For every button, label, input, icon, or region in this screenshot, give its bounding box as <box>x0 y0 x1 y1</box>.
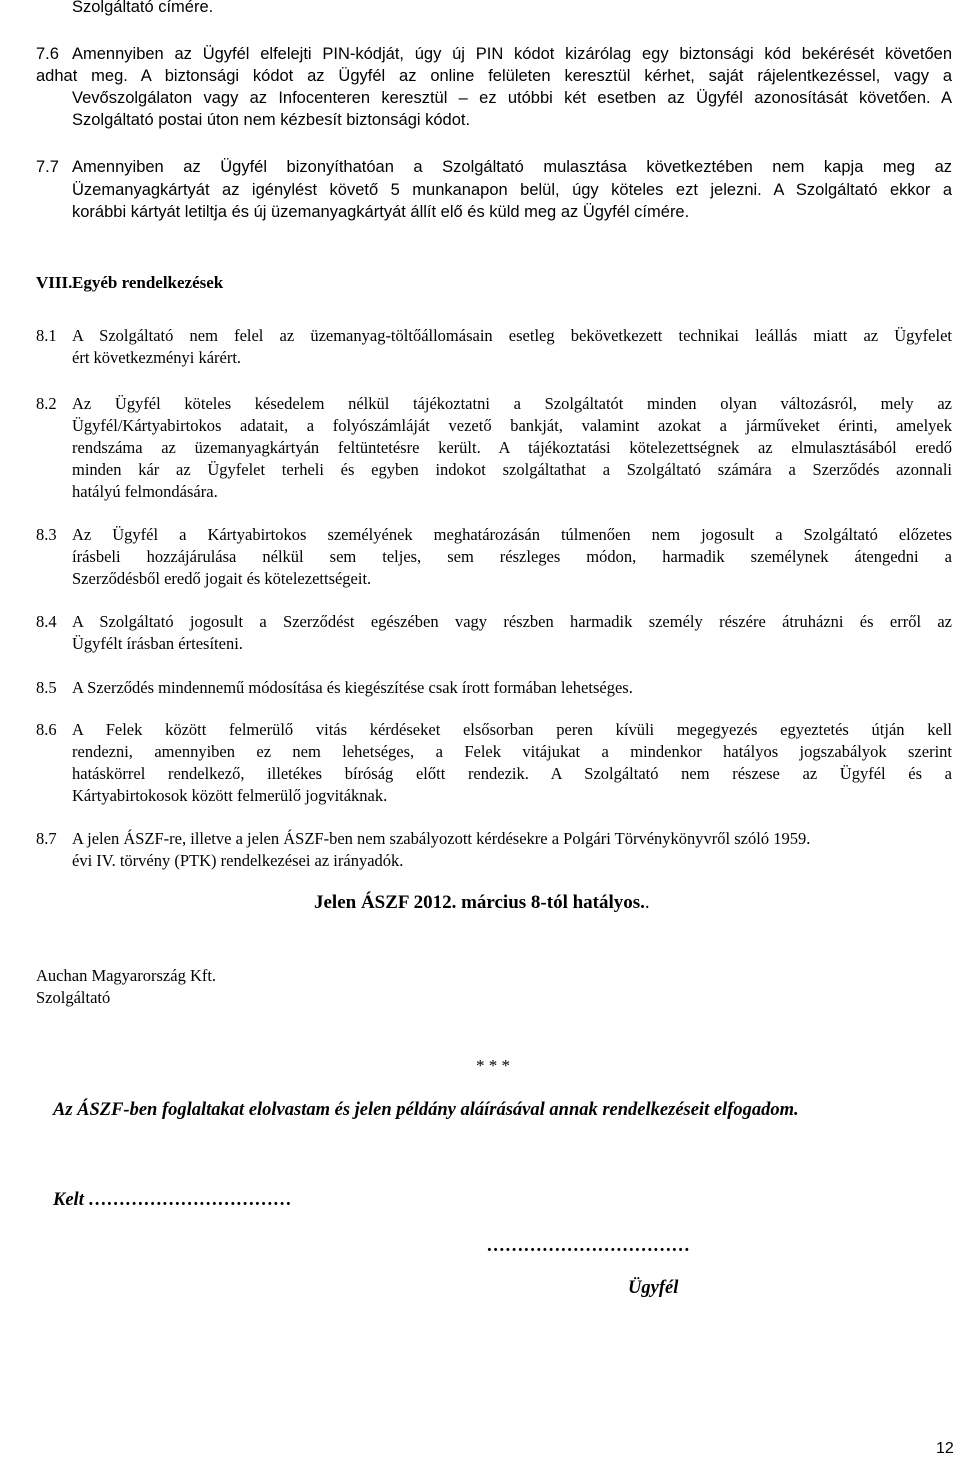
page-number: 12 <box>936 1440 954 1457</box>
clause-8-2-line-1: Az Ügyfél köteles késedelem nélkül tájékoztatni a Szolgáltatót minden olyan változásról, mely az <box>72 394 952 413</box>
date-place-label: Kelt <box>53 1190 84 1210</box>
provider-name: Auchan Magyarország Kft. <box>36 966 217 985</box>
clause-number-8-3: 8.3 <box>36 525 57 544</box>
clause-8-1-line-2: ért következményi kárért. <box>72 348 242 367</box>
clause-number-7-7: 7.7 <box>36 158 59 176</box>
effective-date-period: . <box>644 892 650 913</box>
acceptance-statement: Az ÁSZF-ben foglaltakat elolvastam és jelen példány aláírásával annak rendelkezéseit elfogadom. <box>53 1100 799 1120</box>
continuation-text: Szolgáltató címére. <box>72 0 214 16</box>
clause-8-1-line-1: A Szolgáltató nem felel az üzemanyag-töltőállomásain esetleg bekövetkezett technikai leállás miatt az Ügyfelet <box>72 326 952 345</box>
clause-8-6-line-2: rendezni, amennyiben ez nem lehetséges, a Felek vitájukat a mindenkor hatályos jogszabályok szerint <box>72 742 952 761</box>
customer-label: Ügyfél <box>628 1278 679 1298</box>
clause-number-8-7: 8.7 <box>36 829 57 848</box>
clause-8-2-line-3: rendszáma az üzemanyagkártyán feltüntetésre került. A tájékoztatási kötelezettségnek az elmulasztásából eredő <box>72 438 952 457</box>
clause-number-8-4: 8.4 <box>36 612 57 631</box>
clause-8-6-line-1: A Felek között felmerülő vitás kérdéseket elsősorban peren kívüli megegyezés egyeztetés útján kell <box>72 720 952 739</box>
clause-8-3-line-3: Szerződésből eredő jogait és kötelezettségeit. <box>72 569 372 588</box>
clause-8-4-line-1: A Szolgáltató jogosult a Szerződést egészében vagy részben harmadik személy részére átruházni és erről az <box>72 612 952 631</box>
date-place-dots: …………………………… <box>88 1190 292 1210</box>
clause-8-7-line-2: évi IV. törvény (PTK) rendelkezései az irányadók. <box>72 851 404 870</box>
clause-8-5-line-1: A Szerződés mindennemű módosítása és kiegészítése csak írott formában lehetséges. <box>72 678 633 697</box>
clause-7-6-line-2: adhat meg. A biztonsági kódot az Ügyfél az online felületen keresztül kérhet, saját rájelentkezéssel, vagy a <box>36 67 952 85</box>
date-place-field <box>53 1188 292 1212</box>
separator-stars: * * * <box>476 1056 510 1075</box>
provider-role: Szolgáltató <box>36 988 111 1007</box>
clause-7-6-line-1: Amennyiben az Ügyfél elfelejti PIN-kódját, úgy új PIN kódot kizárólag egy biztonsági kód bekérését követően <box>72 45 952 63</box>
clause-number-7-6: 7.6 <box>36 45 59 63</box>
clause-8-3-line-1: Az Ügyfél a Kártyabirtokos személyének meghatározásán túlmenően nem jogosult a Szolgáltató előzetes <box>72 525 952 544</box>
clause-8-2-line-5: hatályú felmondására. <box>72 482 218 501</box>
clause-7-6-line-4: Szolgáltató postai úton nem kézbesít biztonsági kódot. <box>72 111 471 129</box>
section-roman-number: VIII. <box>36 273 73 292</box>
clause-8-6-line-3: hatáskörrel rendelkező, illetékes bíróság előtt rendezik. A Szolgáltató nem részese az Ügyfél és a <box>72 764 952 783</box>
clause-7-7-line-2: Üzemanyagkártyát az igénylést követő 5 munkanapon belül, úgy köteles ezt jelezni. A Szolgáltató ekkor a <box>72 181 952 199</box>
effective-date-text: Jelen ÁSZF 2012. március 8-tól hatályos. <box>314 892 645 913</box>
clause-number-8-6: 8.6 <box>36 720 57 739</box>
clause-8-4-line-2: Ügyfélt írásban értesíteni. <box>72 634 243 653</box>
clause-number-8-5: 8.5 <box>36 678 57 697</box>
section-heading: Egyéb rendelkezések <box>72 273 224 292</box>
clause-7-6-line-3: Vevőszolgálaton vagy az Infocenteren keresztül – ez utóbbi két esetben az Ügyfél azonosítását követően. A <box>72 89 952 107</box>
effective-date <box>314 891 650 915</box>
clause-7-7-line-3: korábbi kártyát letiltja és új üzemanyagkártyát állít elő és küld meg az Ügyfél címére. <box>72 203 690 221</box>
clause-number-8-1: 8.1 <box>36 326 57 345</box>
clause-8-7-line-1: A jelen ÁSZF-re, illetve a jelen ÁSZF-ben nem szabályozott kérdésekre a Polgári Törvénykönyvről szóló 1959. <box>72 829 811 848</box>
clause-8-2-line-2: Ügyfél/Kártyabirtokos adatait, a folyószámláját vezető bankját, valamint azokat a járműveket érinti, amelyek <box>72 416 952 435</box>
clause-8-2-line-4: minden kár az Ügyfelet terheli és egyben indokot szolgáltathat a Szolgáltató számára a Szerződés azonnali <box>72 460 952 479</box>
signature-line: …………………………… <box>487 1236 691 1256</box>
clause-7-7-line-1: Amennyiben az Ügyfél bizonyíthatóan a Szolgáltató mulasztása következtében nem kapja meg az <box>72 158 952 176</box>
clause-number-8-2: 8.2 <box>36 394 57 413</box>
clause-8-3-line-2: írásbeli hozzájárulása nélkül sem teljes, sem részleges módon, harmadik személynek átengedni a <box>72 547 952 566</box>
clause-8-6-line-4: Kártyabirtokosok között felmerülő jogvitáknak. <box>72 786 388 805</box>
